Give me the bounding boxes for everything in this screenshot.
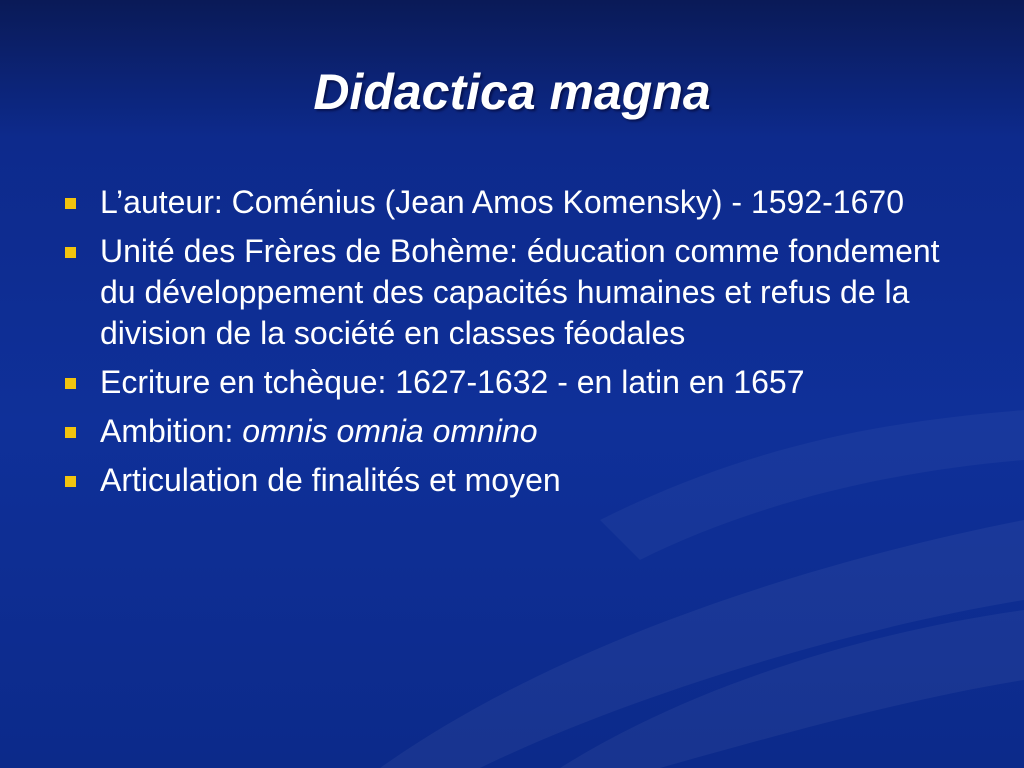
bullet-text: L’auteur: Coménius (Jean Amos Komensky) - 1592-1670 [100, 184, 904, 220]
bullet-item [62, 182, 982, 223]
bullet-item [62, 460, 982, 501]
bullet-item [62, 362, 982, 403]
bullet-text: Ambition: [100, 413, 243, 449]
bullet-list [62, 182, 982, 509]
bullet-text: Articulation de finalités et moyen [100, 462, 561, 498]
bullet-text: Ecriture en tchèque: 1627-1632 - en latin en 1657 [100, 364, 805, 400]
square-bullet-icon [65, 427, 76, 438]
bullet-emphasis-text: omnis omnia omnino [242, 413, 538, 449]
bullet-text: Unité des Frères de Bohème: éducation comme fondement du développement des capacités humaines et refus de la division de la société en classes féodales [100, 233, 940, 351]
square-bullet-icon [65, 378, 76, 389]
square-bullet-icon [65, 476, 76, 487]
slide-title: Didactica magna [313, 64, 711, 120]
bullet-item [62, 411, 982, 452]
square-bullet-icon [65, 198, 76, 209]
bullet-item [62, 231, 982, 354]
square-bullet-icon [65, 247, 76, 258]
